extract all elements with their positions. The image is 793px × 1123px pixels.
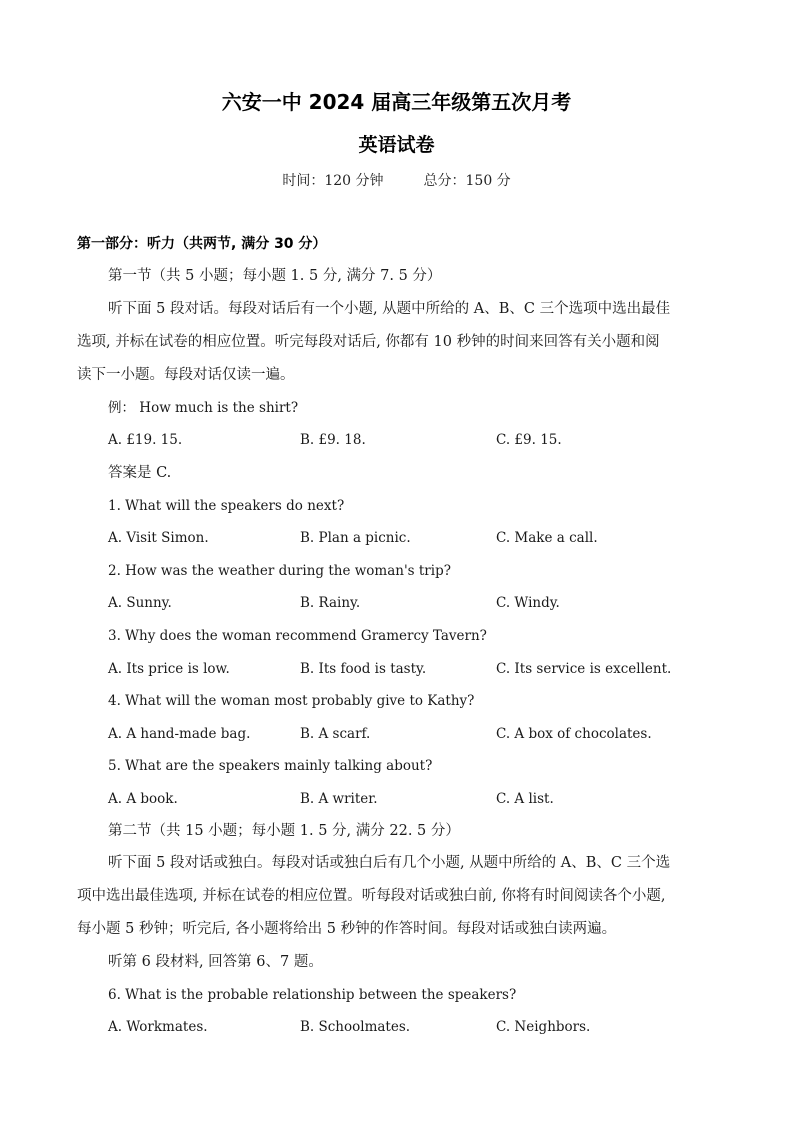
q1-option-b: B. Plan a picnic. bbox=[300, 530, 411, 546]
q6-option-b: B. Schoolmates. bbox=[300, 1019, 411, 1035]
exam-meta bbox=[0, 170, 793, 190]
q3-option-b: B. Its food is tasty. bbox=[300, 661, 427, 677]
exam-subject: 英语试卷 bbox=[358, 134, 435, 156]
example-option-a: A. £19. 15. bbox=[108, 432, 183, 448]
question-6: 6. What is the probable relationship between the speakers? bbox=[108, 987, 517, 1003]
q5-option-b: B. A writer. bbox=[300, 791, 378, 807]
section1-instruction-line: 听下面 5 段对话。每段对话后有一个小题, 从题中所给的 A、B、C 三个选项中选出最佳 bbox=[108, 301, 671, 317]
example-question: 例： How much is the shirt? bbox=[108, 400, 299, 416]
q4-option-a: A. A hand-made bag. bbox=[108, 726, 251, 742]
q3-option-c: C. Its service is excellent. bbox=[496, 661, 672, 677]
section2-instruction-line: 每小题 5 秒钟；听完后, 各小题将给出 5 秒钟的作答时间。每段对话或独白读两遍。 bbox=[77, 921, 617, 937]
section1-instruction-line: 选项, 并标在试卷的相应位置。听完每段对话后, 你都有 10 秒钟的时间来回答有关小题和阅 bbox=[77, 334, 660, 350]
question-1: 1. What will the speakers do next? bbox=[108, 498, 345, 514]
exam-score: 总分：150 分 bbox=[423, 173, 511, 189]
q5-option-c: C. A list. bbox=[496, 791, 554, 807]
q3-option-a: A. Its price is low. bbox=[108, 661, 230, 677]
q4-option-c: C. A box of chocolates. bbox=[496, 726, 652, 742]
section1-instruction-line: 读下一小题。每段对话仅读一遍。 bbox=[77, 367, 295, 383]
q6-option-c: C. Neighbors. bbox=[496, 1019, 591, 1035]
section2-instruction-line: 项中选出最佳选项, 并标在试卷的相应位置。听每段对话或独白前, 你将有时间阅读各个小题, bbox=[77, 888, 666, 904]
question-3: 3. Why does the woman recommend Gramercy Tavern? bbox=[108, 628, 487, 644]
q2-option-a: A. Sunny. bbox=[108, 595, 172, 611]
example-option-c: C. £9. 15. bbox=[496, 432, 562, 448]
question-4: 4. What will the woman most probably give to Kathy? bbox=[108, 693, 475, 709]
section2-heading: 第二节（共 15 小题；每小题 1. 5 分, 满分 22. 5 分） bbox=[108, 823, 460, 839]
q2-option-b: B. Rainy. bbox=[300, 595, 361, 611]
question-5: 5. What are the speakers mainly talking about? bbox=[108, 758, 433, 774]
section1-heading: 第一节（共 5 小题；每小题 1. 5 分, 满分 7. 5 分） bbox=[108, 268, 442, 284]
q2-option-c: C. Windy. bbox=[496, 595, 560, 611]
material-note: 听第 6 段材料, 回答第 6、7 题。 bbox=[108, 954, 323, 970]
q1-option-c: C. Make a call. bbox=[496, 530, 598, 546]
q6-option-a: A. Workmates. bbox=[108, 1019, 208, 1035]
example-answer: 答案是 C. bbox=[108, 465, 172, 481]
exam-time: 时间：120 分钟 bbox=[282, 173, 384, 189]
question-2: 2. How was the weather during the woman's trip? bbox=[108, 563, 451, 579]
q1-option-a: A. Visit Simon. bbox=[108, 530, 209, 546]
section2-instruction-line: 听下面 5 段对话或独白。每段对话或独白后有几个小题, 从题中所给的 A、B、C 三个选 bbox=[108, 855, 671, 871]
q4-option-b: B. A scarf. bbox=[300, 726, 371, 742]
example-option-b: B. £9. 18. bbox=[300, 432, 366, 448]
part1-heading: 第一部分：听力（共两节, 满分 30 分） bbox=[77, 236, 327, 252]
q5-option-a: A. A book. bbox=[108, 791, 178, 807]
exam-title: 六安一中 2024 届高三年级第五次月考 bbox=[221, 90, 572, 114]
